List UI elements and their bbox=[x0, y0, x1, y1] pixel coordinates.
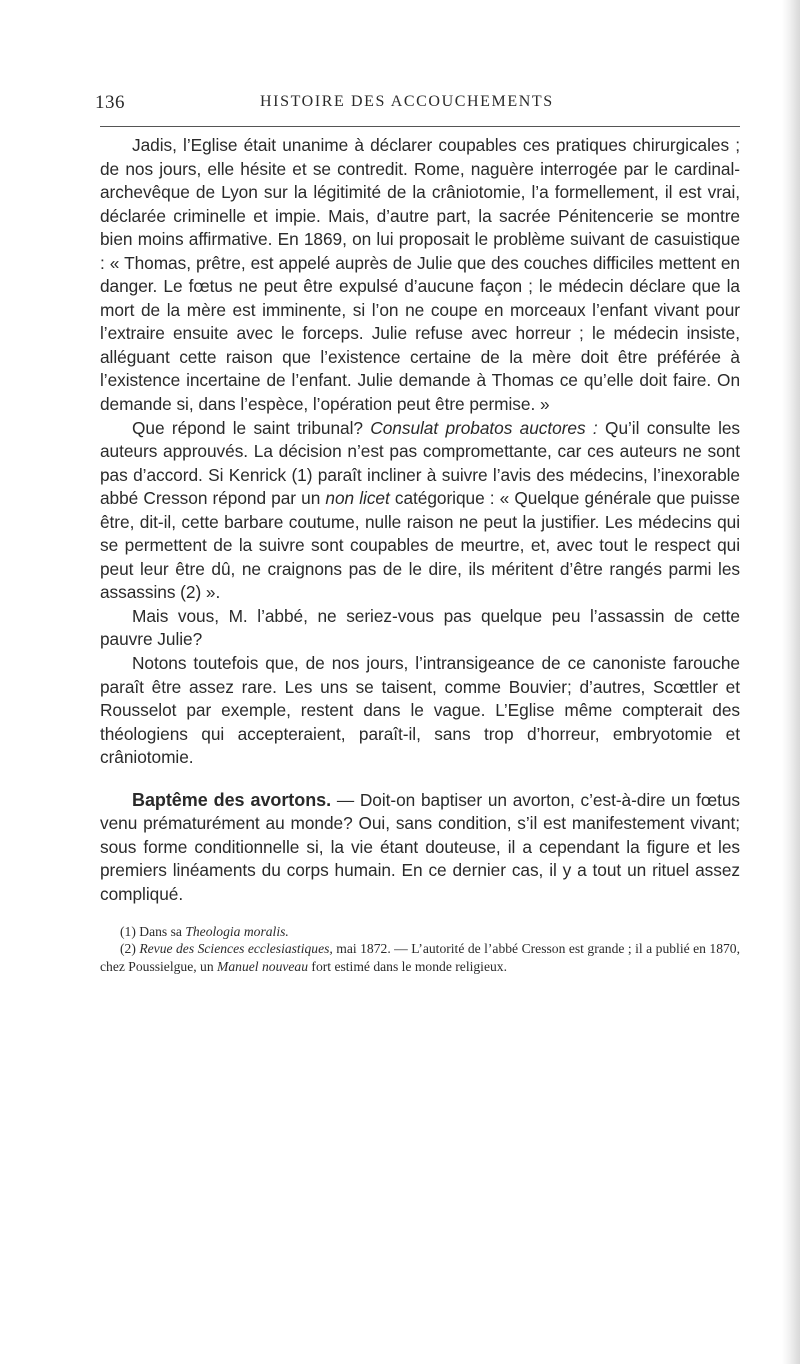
page-number: 136 bbox=[95, 92, 125, 113]
header-rule bbox=[100, 126, 740, 127]
running-title: HISTOIRE DES ACCOUCHEMENTS bbox=[260, 93, 554, 110]
footnote-2-marker: (2) bbox=[120, 941, 140, 957]
page-edge-shadow bbox=[782, 0, 800, 1364]
footnote-2-text-c: fort estimé dans le monde religieux. bbox=[308, 958, 507, 974]
paragraph-1: Jadis, l’Eglise était unanime à déclarer coupables ces pratiques chirurgicales ; de nos jours, elle hésite et se contredit. Rome, naguère interrogée par le cardinal-archevêque de Lyon sur la légitimité de la crâniotomie, l’a formellement, il est vrai, déclarée criminelle et impie. Mais, d’autre part, la sacrée Pénitencerie se montre bien moins affirmative. En 1869, on lui proposait le problème suivant de casuistique : « Thomas, prêtre, est appelé auprès de Julie que des couches difficiles mettent en danger. Le fœtus ne peut être expulsé d’aucune façon ; le médecin déclare que la mort de la mère est imminente, si l’on ne coupe en morceaux l’enfant vivant pour l’extraire ensuite avec le forceps. Julie refuse avec horreur ; le médecin insiste, alléguant cette raison que l’existence certaine de la mère doit être préférée à l’existence incertaine de l’enfant. Julie demande à Thomas ce qu’elle doit faire. On demande si, dans l’espèce, l’opération peut être permise. » bbox=[100, 135, 740, 415]
footnote-1-text: (1) Dans sa bbox=[120, 923, 186, 939]
footnote-2 bbox=[100, 940, 740, 975]
section-title: Baptême des avortons. bbox=[132, 789, 332, 810]
main-text bbox=[100, 134, 740, 975]
page-header bbox=[95, 92, 735, 114]
footnote-2-journal: Revue des Sciences ecclesiastiques, bbox=[139, 941, 333, 957]
footnote-1-title: Theologia moralis. bbox=[185, 923, 289, 939]
paragraph-2-text-b: Qu’il consulte les auteurs approuvés. La décision n’est pas compromettante, car ces auteurs ne sont pas d’accord. Si Kenrick (1) paraît incliner à suivre l’avis des médecins, l’inexorable abbé Cresson répond par un bbox=[100, 417, 741, 509]
latin-non-licet: non licet bbox=[325, 488, 390, 509]
paragraph-2-text-a: Que répond le saint tribunal? bbox=[132, 417, 371, 438]
paragraph-2 bbox=[100, 417, 740, 605]
footnote-2-book: Manuel nouveau bbox=[217, 958, 309, 974]
paragraph-2-text-c: catégorique : « Quelque générale que puisse être, dit-il, cette barbare coutume, nulle raison ne peut la justifier. Les médecins qui se permettent de la suivre sont coupables de meurtre, et, avec tout le respect qui peut leur être dû, ne craignons pas de le dire, ils méritent d’être rangés parmi les assassins (2) ». bbox=[100, 488, 740, 603]
section-bapteme bbox=[100, 789, 740, 907]
paragraph-4: Notons toutefois que, de nos jours, l’intransigeance de ce canoniste farouche paraît être assez rare. Les uns se taisent, comme Bouvier; d’autres, Scœttler et Rousselot par exemple, restent dans le vague. L’Eglise même compterait des théologiens qui accepteraient, paraît-il, sans trop d’horreur, embryotomie et crâniotomie. bbox=[100, 653, 740, 768]
footnote-1 bbox=[100, 923, 740, 941]
paragraph-3: Mais vous, M. l’abbé, ne seriez-vous pas quelque peu l’assassin de cette pauvre Julie? bbox=[100, 605, 740, 650]
section-text: — Doit-on baptiser un avorton, c’est-à-dire un fœtus venu prématurément au monde? Oui, sans condition, s’il est manifestement vivant; sous forme conditionnelle si, la vie étant douteuse, il a cependant la figure et les premiers linéaments du corps humain. En ce dernier cas, il y a tout un rituel assez compliqué. bbox=[100, 789, 740, 904]
latin-quote-consulat: Consulat probatos auctores : bbox=[370, 417, 598, 438]
footnote-2-text-b: mai 1872. — L’autorité de l’abbé Cresson est grande ; il a publié en 1870, chez Poussielgue, un bbox=[100, 941, 740, 974]
footnotes bbox=[100, 923, 740, 976]
